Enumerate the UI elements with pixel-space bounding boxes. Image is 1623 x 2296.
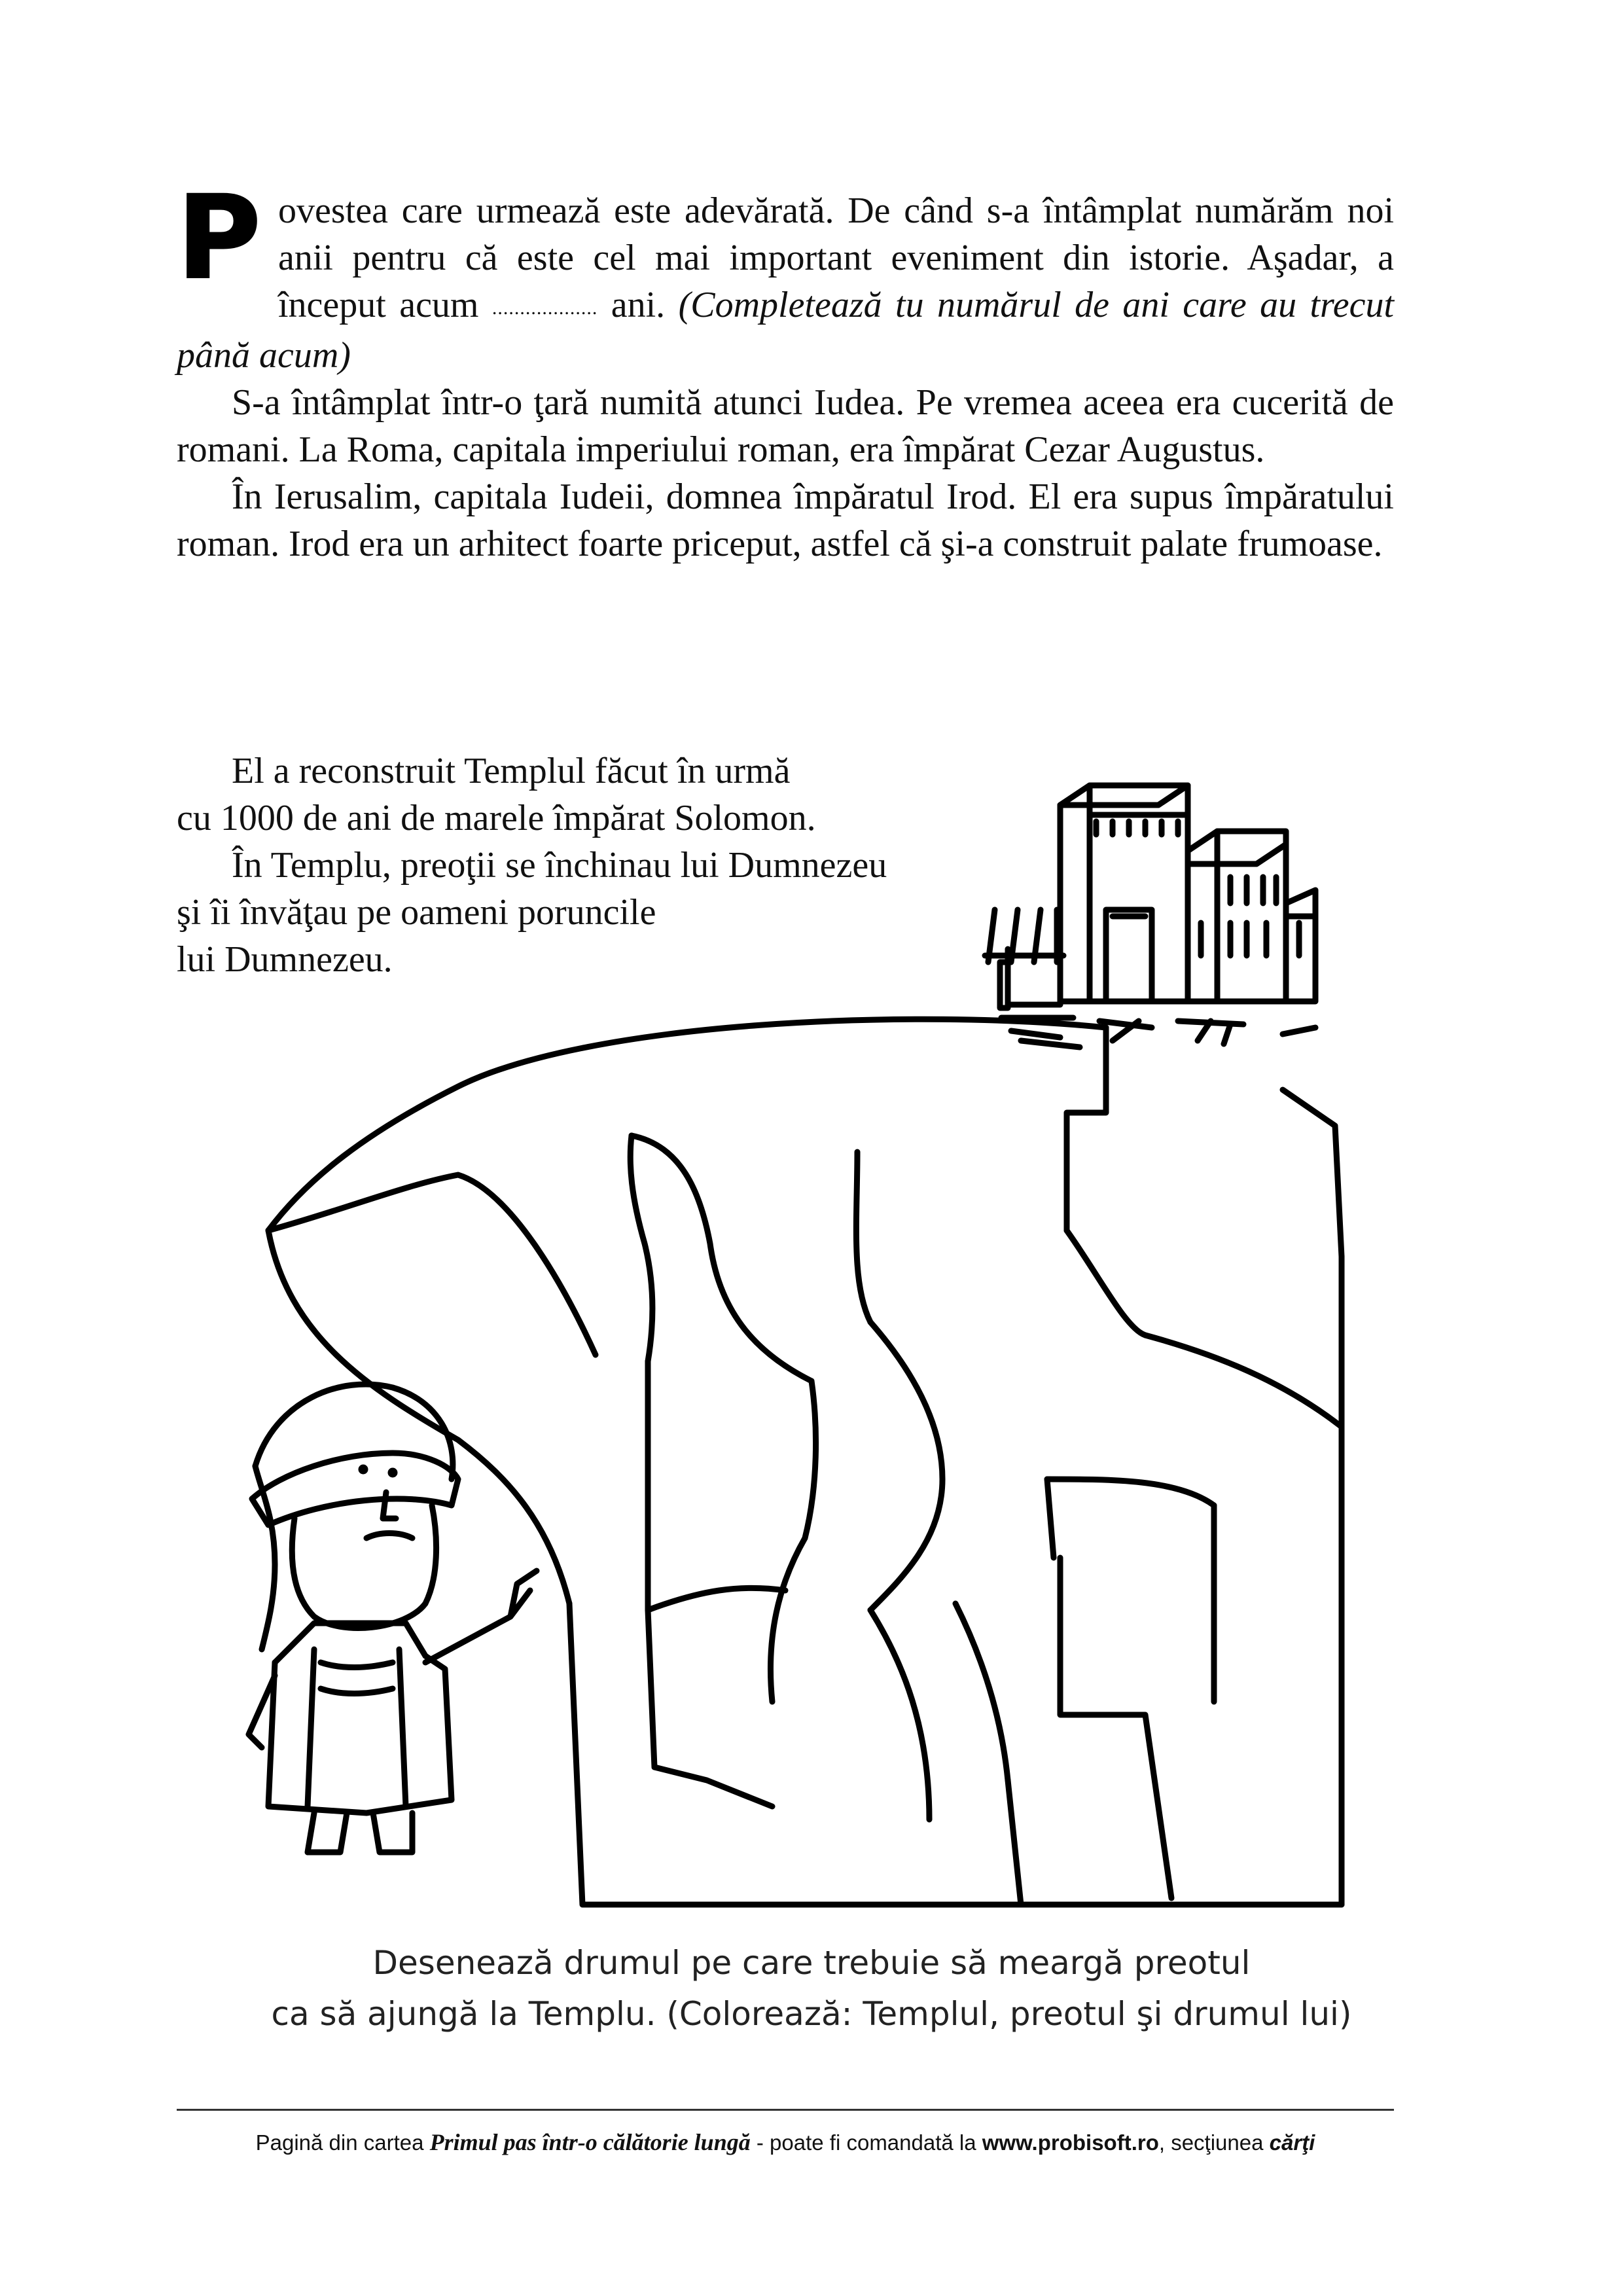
footer-book-title: Primul pas într-o călătorie lungă	[429, 2129, 751, 2155]
paragraph-2: S-a întâmplat într-o ţară numită atunci Iudea. Pe vremea aceea era cucerită de romani. La Roma, capitala imperiului roman, era împărat Cezar Augustus.	[177, 382, 1394, 470]
footer-prefix: Pagină din cartea	[255, 2130, 430, 2155]
paragraph-4-line: El a reconstruit Templul făcut în urmă	[232, 751, 791, 791]
paragraph-4-line: cu 1000 de ani de marele împărat Solomon.	[177, 798, 816, 838]
paragraph-4-line: şi îi învăţau pe oameni poruncile	[177, 892, 656, 933]
paragraph-3: În Ierusalim, capitala Iudeii, domnea împăratul Irod. El era supus împăratului roman. Irod era un arhitect foarte priceput, astfel că şi-a construit palate frumoase.	[177, 476, 1394, 564]
temple-icon	[985, 785, 1315, 1047]
paragraph-1-instruction: (Completează tu numărul de ani care au trecut până acum)	[177, 285, 1395, 376]
footer-suffix: , secţiunea	[1158, 2130, 1270, 2155]
instruction-caption	[0, 1937, 1623, 2039]
paragraph-1-end: ani.	[611, 285, 666, 325]
footer-note	[177, 2127, 1394, 2158]
fill-in-blank[interactable]: ...................	[491, 297, 598, 319]
footer-section: cărţi	[1269, 2130, 1315, 2155]
footer-middle: - poate fi comandată la	[750, 2130, 982, 2155]
caption-line-1: Desenează drumul pe care trebuie să meargă preotul	[372, 1944, 1251, 1982]
paragraph-4-line: lui Dumnezeu.	[177, 939, 393, 980]
paragraph-4-line: În Templu, preoţii se închinau lui Dumnezeu	[232, 845, 887, 886]
footer-divider	[177, 2109, 1394, 2111]
paragraph-1-text: ovestea care urmează este adevărată. De când s-a întâmplat numărăm noi anii pentru că este cel mai important eveniment din istorie. Aşadar, a început acum	[278, 190, 1394, 325]
footer-site-link[interactable]: www.probisoft.ro	[982, 2130, 1159, 2155]
priest-figure	[249, 1384, 537, 1852]
drop-cap: P	[177, 171, 261, 305]
caption-line-2: ca să ajungă la Templu. (Colorează: Templul, preotul şi drumul lui)	[271, 1995, 1352, 2033]
